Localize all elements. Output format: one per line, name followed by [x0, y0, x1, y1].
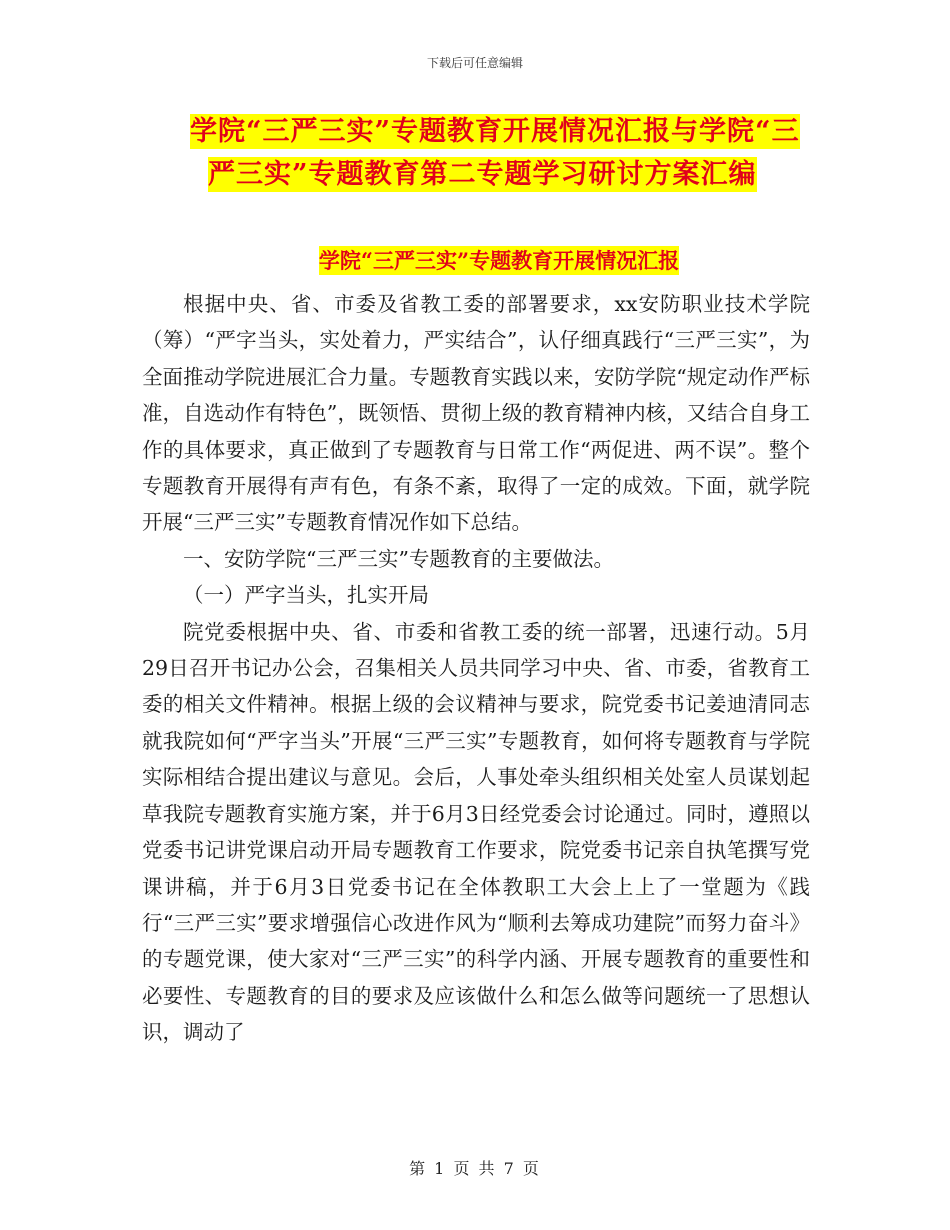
body-text — [142, 286, 810, 1051]
heading-level-2: （一）严字当头，扎实开局 — [183, 583, 429, 608]
page-number-footer: 第 1 页 共 7 页 — [409, 1159, 541, 1178]
page-header-note: 下载后可任意编辑 — [426, 56, 523, 70]
section-title-text: 学院“三严三实”专题教育开展情况汇报 — [318, 248, 680, 273]
paragraph-intro: 根据中央、省、市委及省教工委的部署要求，xx安防职业技术学院（筹）“严字当头，实处着力，严实结合”，认仔细真践行“三严三实”，为全面推动学院进展汇合力量。专题教育实践以来，安防学院“规定动作严标准，自选动作有特色”，既领悟、贯彻上级的教育精神内核，又结合自身工作的具体要求，真正做到了专题教育与日常工作“两促进、两不误”。整个专题教育开展得有声有色，有条不紊，取得了一定的成效。下面，就学院开展“三严三实”专题教育情况作如下总结。 — [142, 292, 810, 535]
paragraph-body: 院党委根据中央、省、市委和省教工委的统一部署，迅速行动。5月29日召开书记办公会，召集相关人员共同学习中央、省、市委，省教育工委的相关文件精神。根据上级的会议精神与要求，院党委书记姜迪清同志就我院如何“严字当头”开展“三严三实”专题教育，如何将专题教育与学院实际相结合提出建议与意见。会后，人事处牵头组织相关处室人员谋划起草我院专题教育实施方案，并于6月3日经党委会讨论通过。同时，遵照以党委书记讲党课启动开局专题教育工作要求，院党委书记亲自执笔撰写党课讲稿，并于6月3日党委书记在全体教职工大会上上了一堂题为《践行“三严三实”要求增强信心改进作风为“顺利去筹成功建院”而努力奋斗》的专题党课，使大家对“三严三实”的科学内涵、开展专题教育的重要性和必要性、专题教育的目的要求及应该做什么和怎么做等问题统一了思想认识，调动了 — [142, 619, 810, 1045]
section-title — [0, 245, 950, 275]
document-title-line-1: 学院“三严三实”专题教育开展情况汇报与学院“三 — [190, 116, 800, 147]
document-title — [190, 110, 810, 196]
document-title-line-2: 严三实”专题教育第二专题学习研讨方案汇编 — [208, 159, 757, 190]
heading-level-1: 一、安防学院“三严三实”专题教育的主要做法。 — [183, 546, 614, 571]
